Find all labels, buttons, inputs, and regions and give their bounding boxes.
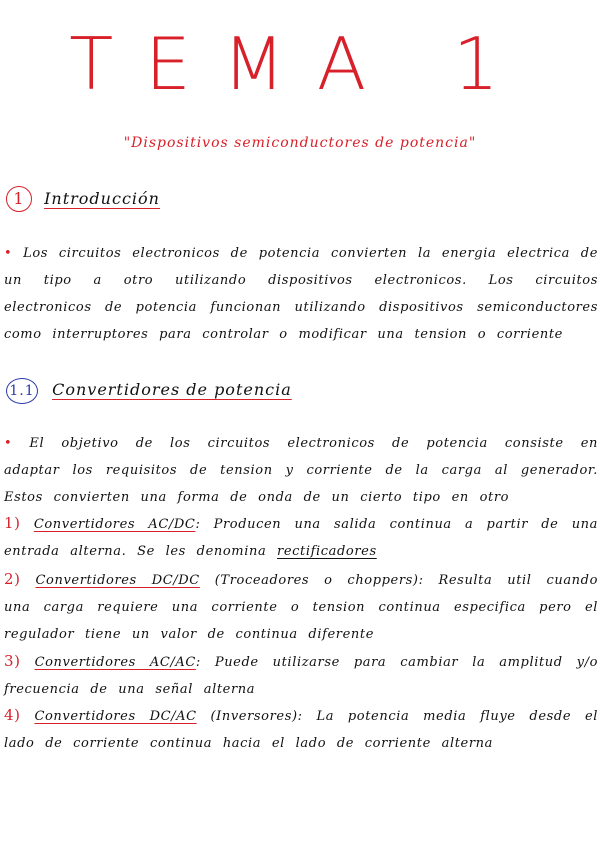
converter-item-4 <box>4 702 598 757</box>
page-subtitle: "Dispositivos semiconductores de potencia" <box>123 135 477 151</box>
list-number: 3) <box>4 652 21 670</box>
converter-term: rectificadores <box>277 544 377 559</box>
list-number: 2) <box>4 570 21 588</box>
section-heading-convertidores <box>6 378 292 404</box>
page-title: TEMA 1 <box>69 22 531 106</box>
converter-name: Convertidores AC/AC <box>34 655 196 670</box>
list-number: 1) <box>4 514 21 532</box>
converter-item-2 <box>4 566 598 648</box>
converter-description: (Inversores): La potencia media fluye desde el lado de corriente continua hacia el lado de corriente alterna <box>4 709 598 751</box>
convertidores-paragraph-text: El objetivo de los circuitos electronicos de potencia consiste en adaptar los requisitos de tension y corriente de la carga al generador. Estos convierten una forma de onda de un cierto tipo en otro <box>4 436 598 505</box>
converter-description: : Puede utilizarse para cambiar la amplitud y/o frecuencia de una señal alterna <box>4 655 599 697</box>
converter-item-3 <box>4 648 598 703</box>
converter-name: Convertidores DC/AC <box>34 709 197 724</box>
list-number: 4) <box>4 706 21 724</box>
bullet-marker: • <box>4 246 13 261</box>
converter-name: Convertidores AC/DC <box>33 517 196 532</box>
section-heading-label: Convertidores de potencia <box>52 380 292 399</box>
section-number-badge: 1 <box>6 186 32 212</box>
converter-description: (Troceadores o choppers): Resulta util cuando una carga requiere una corriente o tension continua especifica pero el regulador tiene un valor de continua diferente <box>4 573 598 642</box>
section-heading-label: Introducción <box>44 189 160 208</box>
converter-item-1 <box>4 510 598 565</box>
convertidores-paragraph <box>4 430 598 511</box>
section-number-badge: 1.1 <box>6 378 38 404</box>
converter-description: : Producen una salida continua a partir de una entrada alterna. Se les denomina <box>4 517 598 559</box>
section-heading-introduccion <box>6 186 160 212</box>
intro-paragraph <box>4 240 598 348</box>
converter-name: Convertidores DC/DC <box>35 573 200 588</box>
intro-paragraph-text: Los circuitos electronicos de potencia convierten la energia electrica de un tipo a otro utilizando dispositivos electronicos. Los circuitos electronicos de potencia funcionan utilizando dispositivos semiconductores como interruptores para controlar o modificar una tension o corriente <box>4 246 599 342</box>
bullet-marker: • <box>4 436 13 451</box>
